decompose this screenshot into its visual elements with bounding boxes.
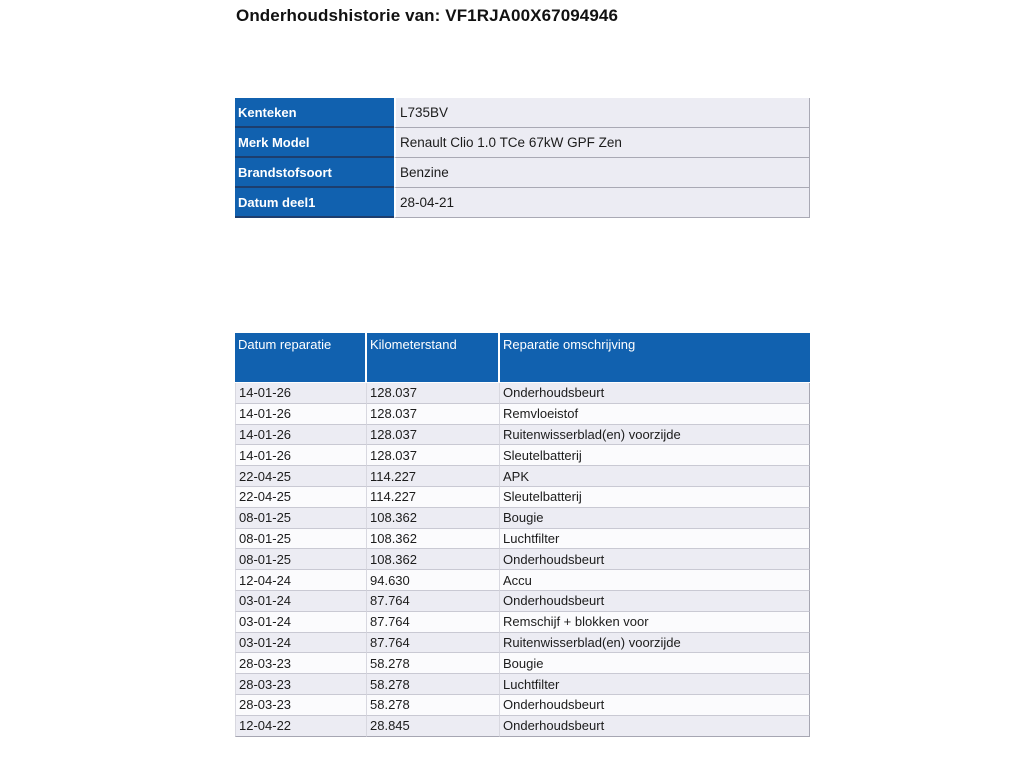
cell-kilometerstand: 58.278 <box>367 674 500 695</box>
cell-datum-reparatie: 03-01-24 <box>235 612 367 633</box>
history-row <box>235 716 810 737</box>
cell-kilometerstand: 87.764 <box>367 612 500 633</box>
cell-kilometerstand: 58.278 <box>367 695 500 716</box>
history-row <box>235 570 810 591</box>
history-row <box>235 674 810 695</box>
cell-datum-reparatie: 12-04-22 <box>235 716 367 737</box>
cell-kilometerstand: 94.630 <box>367 570 500 591</box>
cell-reparatie-omschrijving: Remvloeistof <box>500 404 810 425</box>
cell-kilometerstand: 128.037 <box>367 445 500 466</box>
cell-kilometerstand: 108.362 <box>367 529 500 550</box>
cell-kilometerstand: 28.845 <box>367 716 500 737</box>
history-row <box>235 425 810 446</box>
cell-datum-reparatie: 28-03-23 <box>235 674 367 695</box>
cell-datum-reparatie: 03-01-24 <box>235 591 367 612</box>
cell-datum-reparatie: 14-01-26 <box>235 383 367 404</box>
cell-datum-reparatie: 08-01-25 <box>235 529 367 550</box>
vehicle-info-row <box>235 188 810 218</box>
service-history-table <box>235 333 810 737</box>
cell-datum-reparatie: 03-01-24 <box>235 633 367 654</box>
history-row <box>235 549 810 570</box>
cell-reparatie-omschrijving: APK <box>500 466 810 487</box>
vehicle-info-value: L735BV <box>394 98 810 128</box>
cell-reparatie-omschrijving: Ruitenwisserblad(en) voorzijde <box>500 425 810 446</box>
cell-datum-reparatie: 28-03-23 <box>235 653 367 674</box>
vehicle-info-label: Kenteken <box>235 98 394 128</box>
vehicle-info-row <box>235 98 810 128</box>
cell-reparatie-omschrijving: Luchtfilter <box>500 529 810 550</box>
cell-kilometerstand: 58.278 <box>367 653 500 674</box>
history-header-row <box>235 333 810 383</box>
cell-kilometerstand: 114.227 <box>367 466 500 487</box>
history-row <box>235 466 810 487</box>
vehicle-info-row <box>235 158 810 188</box>
vehicle-info-row <box>235 128 810 158</box>
cell-datum-reparatie: 28-03-23 <box>235 695 367 716</box>
column-header-datum-reparatie: Datum reparatie <box>235 333 367 383</box>
vehicle-info-value: 28-04-21 <box>394 188 810 218</box>
history-row <box>235 591 810 612</box>
cell-datum-reparatie: 14-01-26 <box>235 445 367 466</box>
cell-reparatie-omschrijving: Onderhoudsbeurt <box>500 591 810 612</box>
cell-reparatie-omschrijving: Bougie <box>500 653 810 674</box>
history-row <box>235 633 810 654</box>
cell-datum-reparatie: 22-04-25 <box>235 466 367 487</box>
history-row <box>235 383 810 404</box>
cell-kilometerstand: 108.362 <box>367 508 500 529</box>
page-title: Onderhoudshistorie van: VF1RJA00X67094946 <box>236 6 619 25</box>
history-row <box>235 529 810 550</box>
cell-datum-reparatie: 14-01-26 <box>235 404 367 425</box>
history-row <box>235 404 810 425</box>
cell-kilometerstand: 128.037 <box>367 383 500 404</box>
history-row <box>235 445 810 466</box>
cell-reparatie-omschrijving: Onderhoudsbeurt <box>500 716 810 737</box>
cell-kilometerstand: 128.037 <box>367 425 500 446</box>
cell-reparatie-omschrijving: Luchtfilter <box>500 674 810 695</box>
vehicle-info-value: Benzine <box>394 158 810 188</box>
cell-datum-reparatie: 12-04-24 <box>235 570 367 591</box>
column-header-kilometerstand: Kilometerstand <box>367 333 500 383</box>
cell-kilometerstand: 87.764 <box>367 591 500 612</box>
history-row <box>235 487 810 508</box>
cell-datum-reparatie: 14-01-26 <box>235 425 367 446</box>
cell-reparatie-omschrijving: Onderhoudsbeurt <box>500 695 810 716</box>
column-header-reparatie-omschrijving: Reparatie omschrijving <box>500 333 810 383</box>
cell-kilometerstand: 114.227 <box>367 487 500 508</box>
cell-reparatie-omschrijving: Ruitenwisserblad(en) voorzijde <box>500 633 810 654</box>
cell-reparatie-omschrijving: Sleutelbatterij <box>500 445 810 466</box>
cell-datum-reparatie: 22-04-25 <box>235 487 367 508</box>
cell-reparatie-omschrijving: Onderhoudsbeurt <box>500 549 810 570</box>
vehicle-info-label: Merk Model <box>235 128 394 158</box>
vehicle-info-label: Brandstofsoort <box>235 158 394 188</box>
cell-datum-reparatie: 08-01-25 <box>235 549 367 570</box>
cell-reparatie-omschrijving: Sleutelbatterij <box>500 487 810 508</box>
cell-datum-reparatie: 08-01-25 <box>235 508 367 529</box>
history-row <box>235 653 810 674</box>
cell-kilometerstand: 87.764 <box>367 633 500 654</box>
vehicle-info-table <box>235 98 810 218</box>
vehicle-info-value: Renault Clio 1.0 TCe 67kW GPF Zen <box>394 128 810 158</box>
cell-reparatie-omschrijving: Onderhoudsbeurt <box>500 383 810 404</box>
history-row <box>235 612 810 633</box>
cell-reparatie-omschrijving: Remschijf + blokken voor <box>500 612 810 633</box>
cell-reparatie-omschrijving: Accu <box>500 570 810 591</box>
history-row <box>235 695 810 716</box>
cell-kilometerstand: 108.362 <box>367 549 500 570</box>
cell-reparatie-omschrijving: Bougie <box>500 508 810 529</box>
vehicle-info-label: Datum deel1 <box>235 188 394 218</box>
history-row <box>235 508 810 529</box>
cell-kilometerstand: 128.037 <box>367 404 500 425</box>
